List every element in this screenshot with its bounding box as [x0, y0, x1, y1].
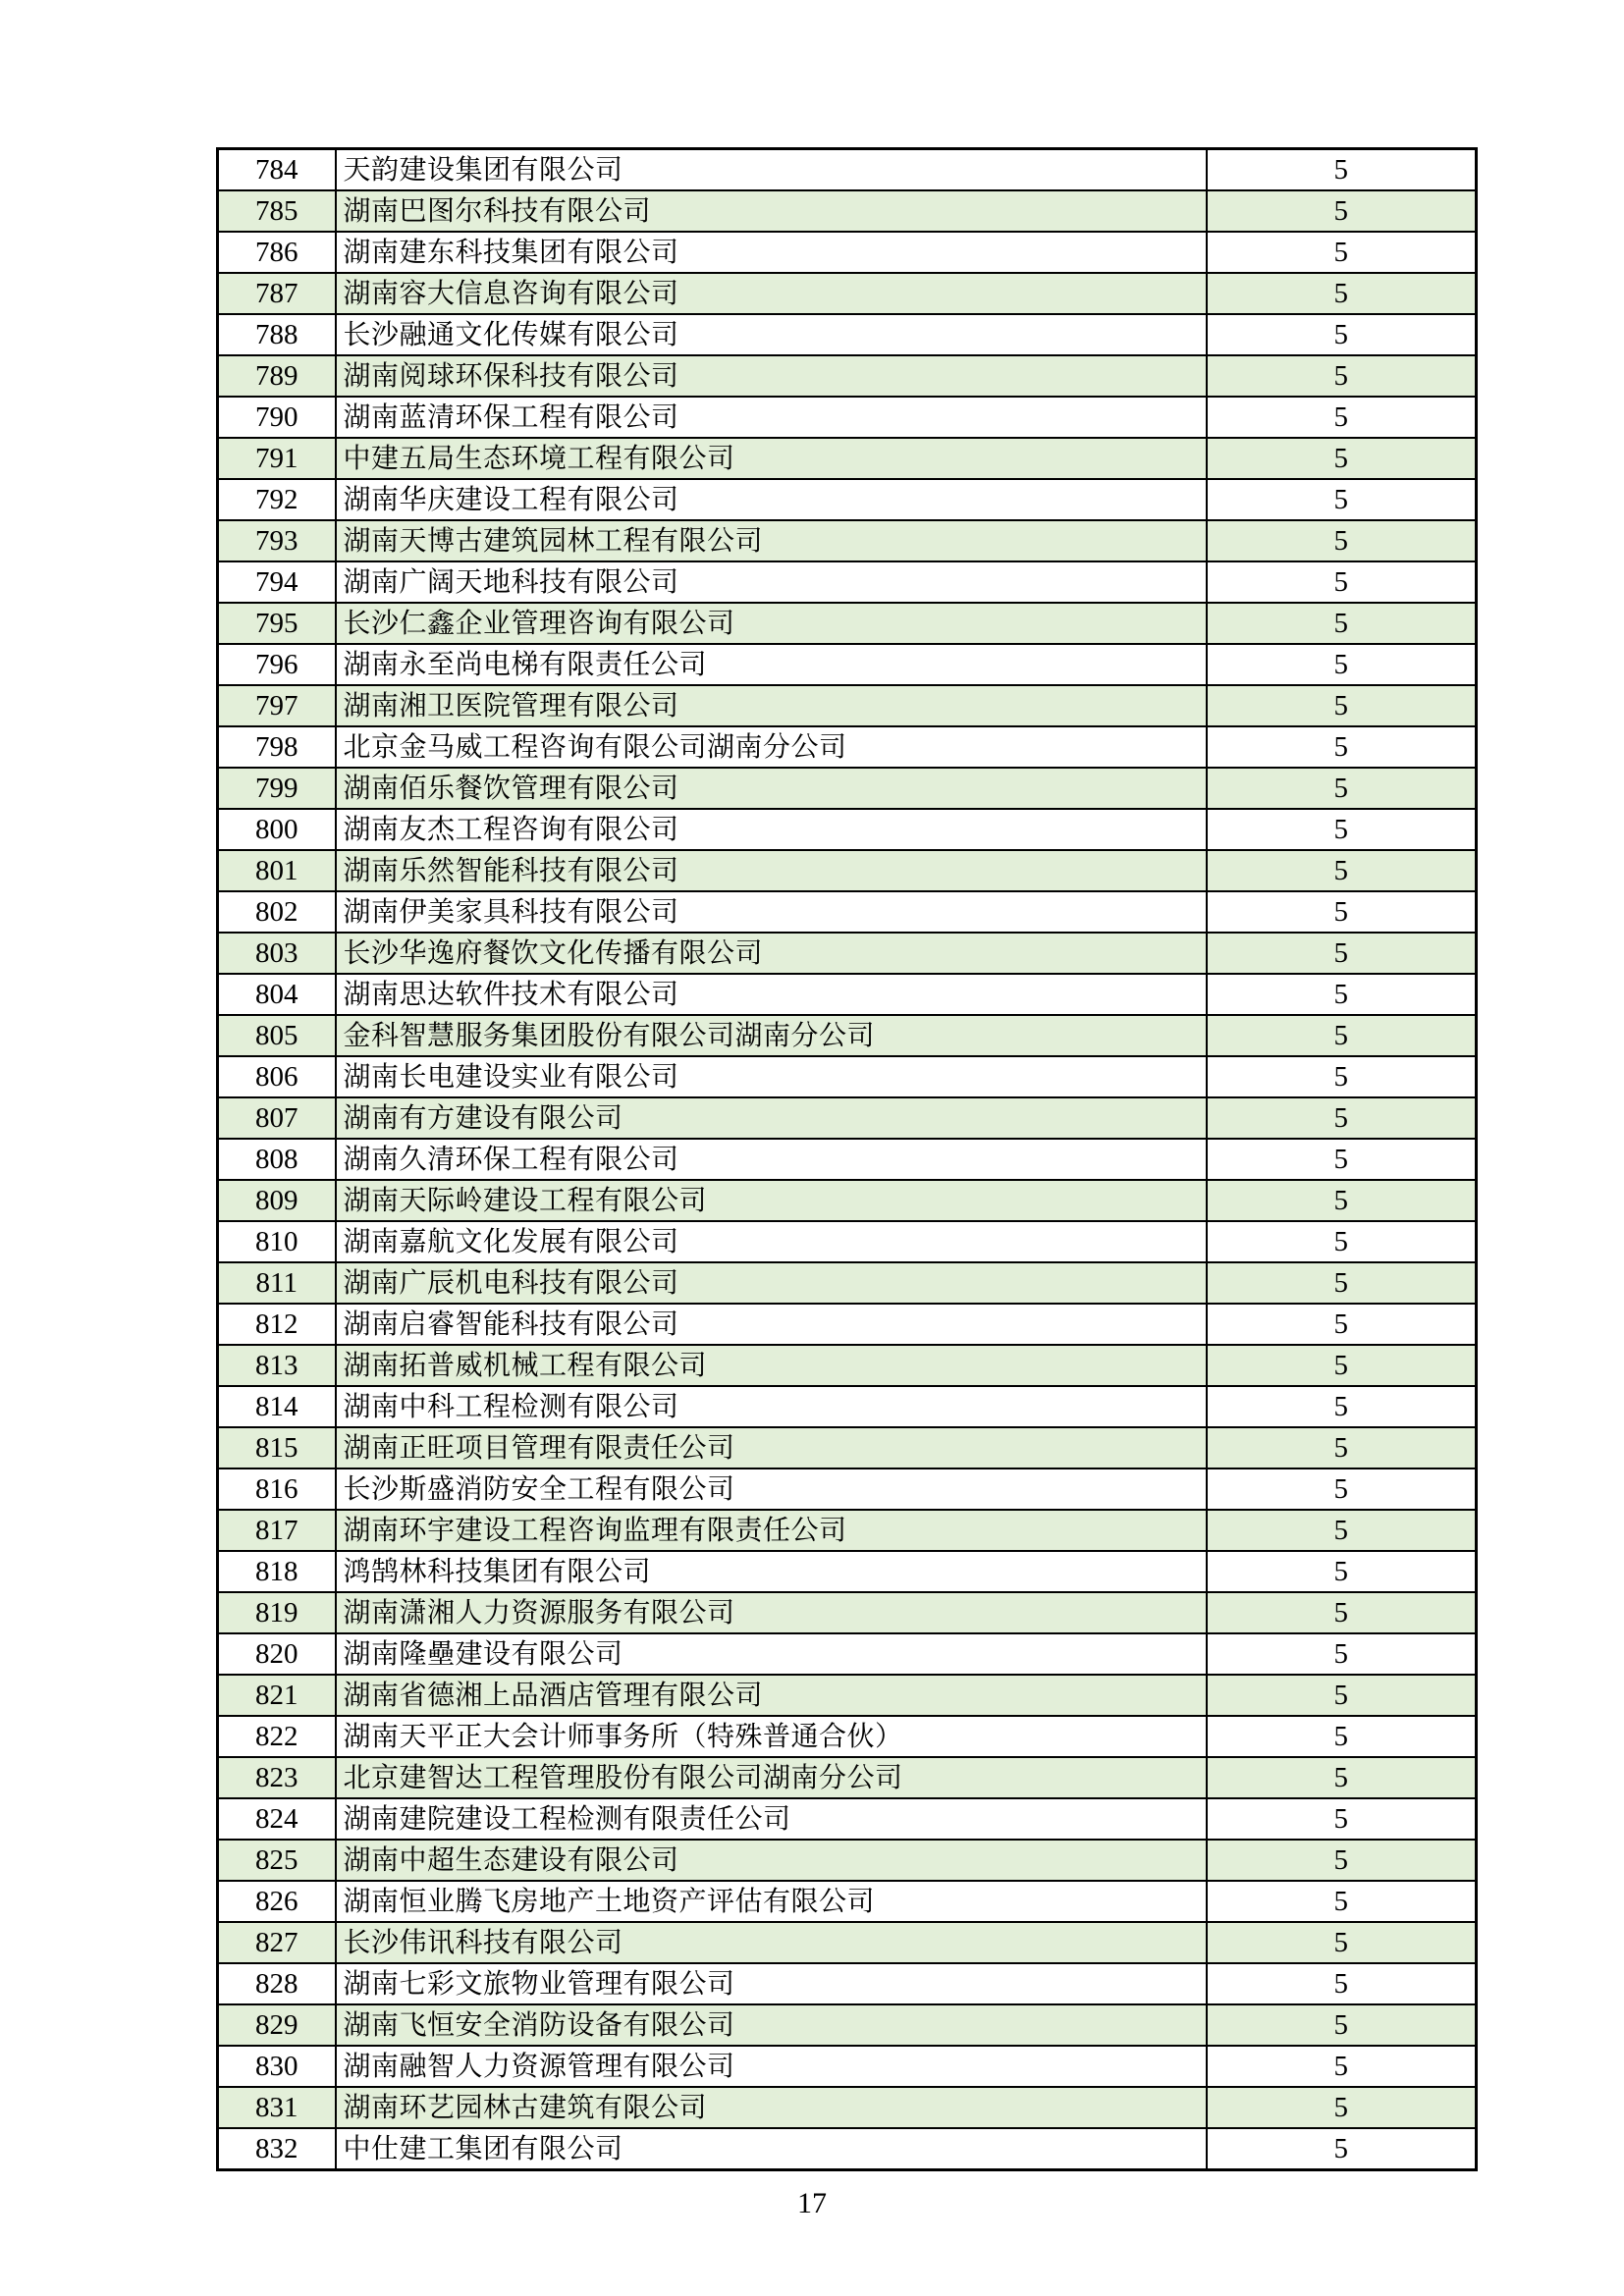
table-row	[218, 1716, 1477, 1757]
row-number-cell: 813	[218, 1345, 336, 1386]
table-row	[218, 726, 1477, 768]
row-number-cell: 825	[218, 1840, 336, 1881]
row-number-cell: 818	[218, 1551, 336, 1592]
company-name-cell: 中建五局生态环境工程有限公司	[336, 438, 1207, 479]
table-row	[218, 314, 1477, 355]
row-number-cell: 824	[218, 1798, 336, 1840]
table-row	[218, 1468, 1477, 1510]
score-cell: 5	[1207, 1468, 1477, 1510]
row-number-cell: 806	[218, 1056, 336, 1097]
table-body	[218, 149, 1477, 2170]
score-cell: 5	[1207, 2046, 1477, 2087]
score-cell: 5	[1207, 1840, 1477, 1881]
row-number-cell: 811	[218, 1262, 336, 1304]
table-row	[218, 1180, 1477, 1221]
company-name-cell: 湖南佰乐餐饮管理有限公司	[336, 768, 1207, 809]
score-cell: 5	[1207, 1510, 1477, 1551]
row-number-cell: 821	[218, 1675, 336, 1716]
row-number-cell: 808	[218, 1139, 336, 1180]
row-number-cell: 792	[218, 479, 336, 520]
company-name-cell: 湖南恒业腾飞房地产土地资产评估有限公司	[336, 1881, 1207, 1922]
company-name-cell: 湖南省德湘上品酒店管理有限公司	[336, 1675, 1207, 1716]
score-cell: 5	[1207, 1097, 1477, 1139]
score-cell: 5	[1207, 891, 1477, 933]
table-row	[218, 933, 1477, 974]
company-name-cell: 湖南阅球环保科技有限公司	[336, 355, 1207, 397]
table-row	[218, 1386, 1477, 1427]
company-name-cell: 北京建智达工程管理股份有限公司湖南分公司	[336, 1757, 1207, 1798]
score-cell: 5	[1207, 1675, 1477, 1716]
score-cell: 5	[1207, 520, 1477, 561]
company-name-cell: 湖南容大信息咨询有限公司	[336, 273, 1207, 314]
table-row	[218, 1262, 1477, 1304]
company-name-cell: 湖南久清环保工程有限公司	[336, 1139, 1207, 1180]
company-name-cell: 长沙华逸府餐饮文化传播有限公司	[336, 933, 1207, 974]
company-name-cell: 湖南中超生态建设有限公司	[336, 1840, 1207, 1881]
score-cell: 5	[1207, 1963, 1477, 2004]
company-name-cell: 湖南湘卫医院管理有限公司	[336, 685, 1207, 726]
score-cell: 5	[1207, 561, 1477, 603]
row-number-cell: 788	[218, 314, 336, 355]
table-row	[218, 1675, 1477, 1716]
company-name-cell: 长沙融通文化传媒有限公司	[336, 314, 1207, 355]
score-cell: 5	[1207, 1386, 1477, 1427]
row-number-cell: 803	[218, 933, 336, 974]
company-name-cell: 湖南建院建设工程检测有限责任公司	[336, 1798, 1207, 1840]
table-row	[218, 520, 1477, 561]
table-row	[218, 1798, 1477, 1840]
table-row	[218, 2004, 1477, 2046]
company-name-cell: 湖南伊美家具科技有限公司	[336, 891, 1207, 933]
table-row	[218, 1056, 1477, 1097]
score-cell: 5	[1207, 149, 1477, 191]
table-row	[218, 603, 1477, 644]
row-number-cell: 812	[218, 1304, 336, 1345]
score-cell: 5	[1207, 1345, 1477, 1386]
table-row	[218, 479, 1477, 520]
score-cell: 5	[1207, 1427, 1477, 1468]
table-row	[218, 561, 1477, 603]
company-name-cell: 湖南巴图尔科技有限公司	[336, 190, 1207, 232]
row-number-cell: 815	[218, 1427, 336, 1468]
table-row	[218, 190, 1477, 232]
table-row	[218, 2046, 1477, 2087]
table-row	[218, 1139, 1477, 1180]
row-number-cell: 817	[218, 1510, 336, 1551]
company-name-cell: 鸿鹄林科技集团有限公司	[336, 1551, 1207, 1592]
score-cell: 5	[1207, 1551, 1477, 1592]
row-number-cell: 827	[218, 1922, 336, 1963]
row-number-cell: 802	[218, 891, 336, 933]
company-name-cell: 湖南环艺园林古建筑有限公司	[336, 2087, 1207, 2128]
table-row	[218, 1881, 1477, 1922]
score-cell: 5	[1207, 1757, 1477, 1798]
table-row	[218, 149, 1477, 191]
score-cell: 5	[1207, 1633, 1477, 1675]
score-cell: 5	[1207, 974, 1477, 1015]
table-row	[218, 232, 1477, 273]
table-row	[218, 355, 1477, 397]
table-row	[218, 1304, 1477, 1345]
row-number-cell: 800	[218, 809, 336, 850]
company-name-cell: 湖南中科工程检测有限公司	[336, 1386, 1207, 1427]
company-name-cell: 湖南广辰机电科技有限公司	[336, 1262, 1207, 1304]
score-cell: 5	[1207, 644, 1477, 685]
company-name-cell: 湖南蓝清环保工程有限公司	[336, 397, 1207, 438]
row-number-cell: 816	[218, 1468, 336, 1510]
row-number-cell: 804	[218, 974, 336, 1015]
row-number-cell: 794	[218, 561, 336, 603]
row-number-cell: 787	[218, 273, 336, 314]
table-row	[218, 850, 1477, 891]
row-number-cell: 831	[218, 2087, 336, 2128]
score-cell: 5	[1207, 1716, 1477, 1757]
row-number-cell: 793	[218, 520, 336, 561]
row-number-cell: 805	[218, 1015, 336, 1056]
company-name-cell: 湖南环宇建设工程咨询监理有限责任公司	[336, 1510, 1207, 1551]
row-number-cell: 819	[218, 1592, 336, 1633]
company-name-cell: 湖南长电建设实业有限公司	[336, 1056, 1207, 1097]
row-number-cell: 799	[218, 768, 336, 809]
score-cell: 5	[1207, 603, 1477, 644]
table-row	[218, 1015, 1477, 1056]
table-row	[218, 438, 1477, 479]
company-name-cell: 湖南思达软件技术有限公司	[336, 974, 1207, 1015]
row-number-cell: 785	[218, 190, 336, 232]
table-row	[218, 974, 1477, 1015]
table-row	[218, 273, 1477, 314]
score-cell: 5	[1207, 1304, 1477, 1345]
row-number-cell: 820	[218, 1633, 336, 1675]
company-name-cell: 金科智慧服务集团股份有限公司湖南分公司	[336, 1015, 1207, 1056]
company-name-cell: 湖南隆壘建设有限公司	[336, 1633, 1207, 1675]
table-row	[218, 2128, 1477, 2170]
score-cell: 5	[1207, 1221, 1477, 1262]
company-name-cell: 湖南融智人力资源管理有限公司	[336, 2046, 1207, 2087]
page-number: 17	[797, 2187, 827, 2219]
row-number-cell: 798	[218, 726, 336, 768]
row-number-cell: 809	[218, 1180, 336, 1221]
score-cell: 5	[1207, 2004, 1477, 2046]
company-name-cell: 湖南建东科技集团有限公司	[336, 232, 1207, 273]
row-number-cell: 826	[218, 1881, 336, 1922]
row-number-cell: 814	[218, 1386, 336, 1427]
row-number-cell: 828	[218, 1963, 336, 2004]
company-name-cell: 湖南正旺项目管理有限责任公司	[336, 1427, 1207, 1468]
score-cell: 5	[1207, 933, 1477, 974]
row-number-cell: 796	[218, 644, 336, 685]
company-name-cell: 湖南潇湘人力资源服务有限公司	[336, 1592, 1207, 1633]
table-row	[218, 1633, 1477, 1675]
table-row	[218, 2087, 1477, 2128]
table-row	[218, 1510, 1477, 1551]
table-row	[218, 1592, 1477, 1633]
company-name-cell: 湖南天博古建筑园林工程有限公司	[336, 520, 1207, 561]
score-cell: 5	[1207, 397, 1477, 438]
row-number-cell: 832	[218, 2128, 336, 2170]
company-name-cell: 湖南有方建设有限公司	[336, 1097, 1207, 1139]
company-name-cell: 湖南乐然智能科技有限公司	[336, 850, 1207, 891]
row-number-cell: 807	[218, 1097, 336, 1139]
company-name-cell: 湖南启睿智能科技有限公司	[336, 1304, 1207, 1345]
company-name-cell: 湖南拓普威机械工程有限公司	[336, 1345, 1207, 1386]
score-cell: 5	[1207, 685, 1477, 726]
company-name-cell: 湖南七彩文旅物业管理有限公司	[336, 1963, 1207, 2004]
company-name-cell: 北京金马威工程咨询有限公司湖南分公司	[336, 726, 1207, 768]
row-number-cell: 801	[218, 850, 336, 891]
row-number-cell: 822	[218, 1716, 336, 1757]
row-number-cell: 830	[218, 2046, 336, 2087]
company-name-cell: 湖南天平正大会计师事务所（特殊普通合伙）	[336, 1716, 1207, 1757]
row-number-cell: 786	[218, 232, 336, 273]
score-cell: 5	[1207, 232, 1477, 273]
score-cell: 5	[1207, 479, 1477, 520]
row-number-cell: 790	[218, 397, 336, 438]
score-cell: 5	[1207, 2087, 1477, 2128]
score-cell: 5	[1207, 809, 1477, 850]
score-cell: 5	[1207, 1180, 1477, 1221]
table-row	[218, 1757, 1477, 1798]
table-row	[218, 644, 1477, 685]
score-cell: 5	[1207, 1592, 1477, 1633]
row-number-cell: 797	[218, 685, 336, 726]
company-name-cell: 湖南飞恒安全消防设备有限公司	[336, 2004, 1207, 2046]
company-name-cell: 湖南友杰工程咨询有限公司	[336, 809, 1207, 850]
table-row	[218, 809, 1477, 850]
score-cell: 5	[1207, 1015, 1477, 1056]
table-row	[218, 397, 1477, 438]
row-number-cell: 823	[218, 1757, 336, 1798]
row-number-cell: 810	[218, 1221, 336, 1262]
score-cell: 5	[1207, 314, 1477, 355]
table-row	[218, 1963, 1477, 2004]
table-row	[218, 768, 1477, 809]
table-row	[218, 1097, 1477, 1139]
company-name-cell: 湖南嘉航文化发展有限公司	[336, 1221, 1207, 1262]
table-row	[218, 1551, 1477, 1592]
company-name-cell: 长沙伟讯科技有限公司	[336, 1922, 1207, 1963]
score-cell: 5	[1207, 850, 1477, 891]
company-name-cell: 长沙斯盛消防安全工程有限公司	[336, 1468, 1207, 1510]
row-number-cell: 789	[218, 355, 336, 397]
score-cell: 5	[1207, 1262, 1477, 1304]
company-name-cell: 湖南广阔天地科技有限公司	[336, 561, 1207, 603]
company-name-cell: 天韵建设集团有限公司	[336, 149, 1207, 191]
score-cell: 5	[1207, 1056, 1477, 1097]
table-row	[218, 1221, 1477, 1262]
company-name-cell: 长沙仁鑫企业管理咨询有限公司	[336, 603, 1207, 644]
company-score-table	[216, 147, 1478, 2171]
score-cell: 5	[1207, 1881, 1477, 1922]
score-cell: 5	[1207, 1922, 1477, 1963]
row-number-cell: 829	[218, 2004, 336, 2046]
score-cell: 5	[1207, 726, 1477, 768]
score-cell: 5	[1207, 273, 1477, 314]
score-cell: 5	[1207, 355, 1477, 397]
row-number-cell: 791	[218, 438, 336, 479]
score-cell: 5	[1207, 1139, 1477, 1180]
company-name-cell: 湖南天际岭建设工程有限公司	[336, 1180, 1207, 1221]
table-row	[218, 1840, 1477, 1881]
row-number-cell: 795	[218, 603, 336, 644]
table-row	[218, 1427, 1477, 1468]
company-name-cell: 中仕建工集团有限公司	[336, 2128, 1207, 2170]
row-number-cell: 784	[218, 149, 336, 191]
score-cell: 5	[1207, 2128, 1477, 2170]
score-cell: 5	[1207, 768, 1477, 809]
company-name-cell: 湖南永至尚电梯有限责任公司	[336, 644, 1207, 685]
table-row	[218, 1345, 1477, 1386]
table-row	[218, 1922, 1477, 1963]
table-row	[218, 891, 1477, 933]
score-cell: 5	[1207, 190, 1477, 232]
score-cell: 5	[1207, 1798, 1477, 1840]
score-cell: 5	[1207, 438, 1477, 479]
table-row	[218, 685, 1477, 726]
company-name-cell: 湖南华庆建设工程有限公司	[336, 479, 1207, 520]
